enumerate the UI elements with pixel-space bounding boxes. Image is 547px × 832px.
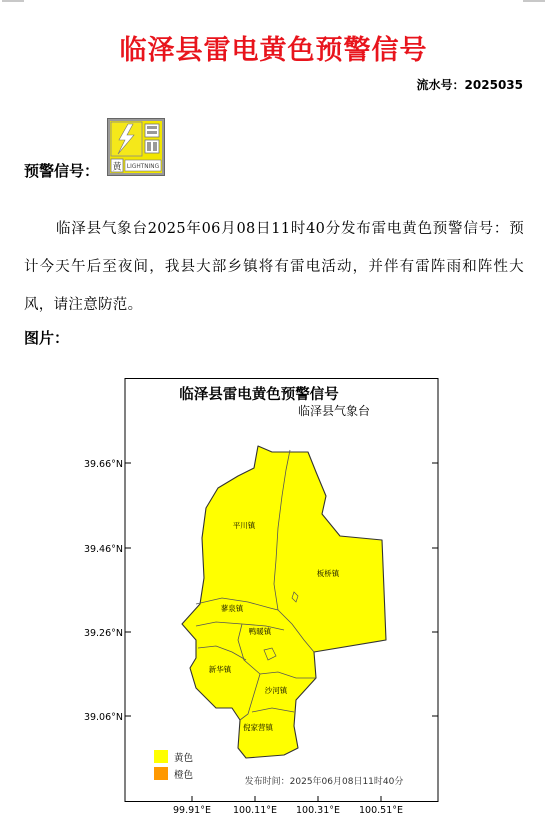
lat-tick-label: 39.26°N bbox=[83, 628, 123, 639]
picture-label: 图片： bbox=[24, 329, 70, 347]
lat-tick-label: 39.46°N bbox=[83, 544, 123, 555]
map-legend bbox=[154, 750, 194, 781]
town-label: 新华镇 bbox=[208, 665, 232, 674]
town-label: 倪家营镇 bbox=[243, 723, 273, 732]
lat-tick-label: 39.06°N bbox=[83, 712, 123, 723]
legend-swatch-yellow bbox=[154, 750, 168, 763]
corner-mark-right bbox=[523, 0, 545, 2]
lat-tick-label: 39.66°N bbox=[83, 459, 123, 470]
map-title: 临泽县雷电黄色预警信号 bbox=[179, 386, 339, 403]
town-label: 鸭暖镇 bbox=[248, 627, 272, 636]
serial-value: 2025035 bbox=[464, 78, 523, 92]
lon-tick-label: 100.11°E bbox=[233, 805, 277, 816]
issue-time: 发布时间：2025年06月08日11时40分 bbox=[244, 777, 404, 787]
serial-number bbox=[417, 76, 523, 93]
legend-label: 橙色 bbox=[174, 770, 194, 781]
signal-level-char: 黄 bbox=[112, 162, 122, 173]
signal-label: 预警信号： bbox=[24, 162, 100, 180]
town-label: 蓼泉镇 bbox=[220, 604, 244, 613]
corner-mark-left bbox=[2, 0, 24, 2]
county-map bbox=[182, 446, 386, 758]
county-region bbox=[182, 446, 386, 758]
warning-map-figure bbox=[82, 378, 442, 818]
town-label: 板桥镇 bbox=[316, 569, 340, 578]
lightning-yellow-warning-icon bbox=[107, 118, 165, 176]
town-label: 平川镇 bbox=[232, 521, 256, 530]
legend-swatch-orange bbox=[154, 767, 168, 780]
town-label: 沙河镇 bbox=[264, 686, 288, 695]
warning-body-text: 临泽县气象台2025年06月08日11时40分发布雷电黄色预警信号：预计今天午后至夜间，我县大部乡镇将有雷电活动，并伴有雷阵雨和阵性大风，请注意防范。 bbox=[24, 221, 524, 313]
lon-tick-label: 100.51°E bbox=[359, 805, 403, 816]
document-title: 临泽县雷电黄色预警信号 bbox=[119, 35, 428, 66]
longitude-ticks bbox=[173, 796, 403, 816]
map-subtitle: 临泽县气象台 bbox=[297, 404, 371, 418]
legend-label: 黄色 bbox=[174, 753, 194, 764]
lon-tick-label: 99.91°E bbox=[173, 805, 211, 816]
serial-label: 流水号： bbox=[416, 78, 465, 92]
signal-icon-caption: LIGHTNING bbox=[126, 164, 160, 170]
lon-tick-label: 100.31°E bbox=[296, 805, 340, 816]
